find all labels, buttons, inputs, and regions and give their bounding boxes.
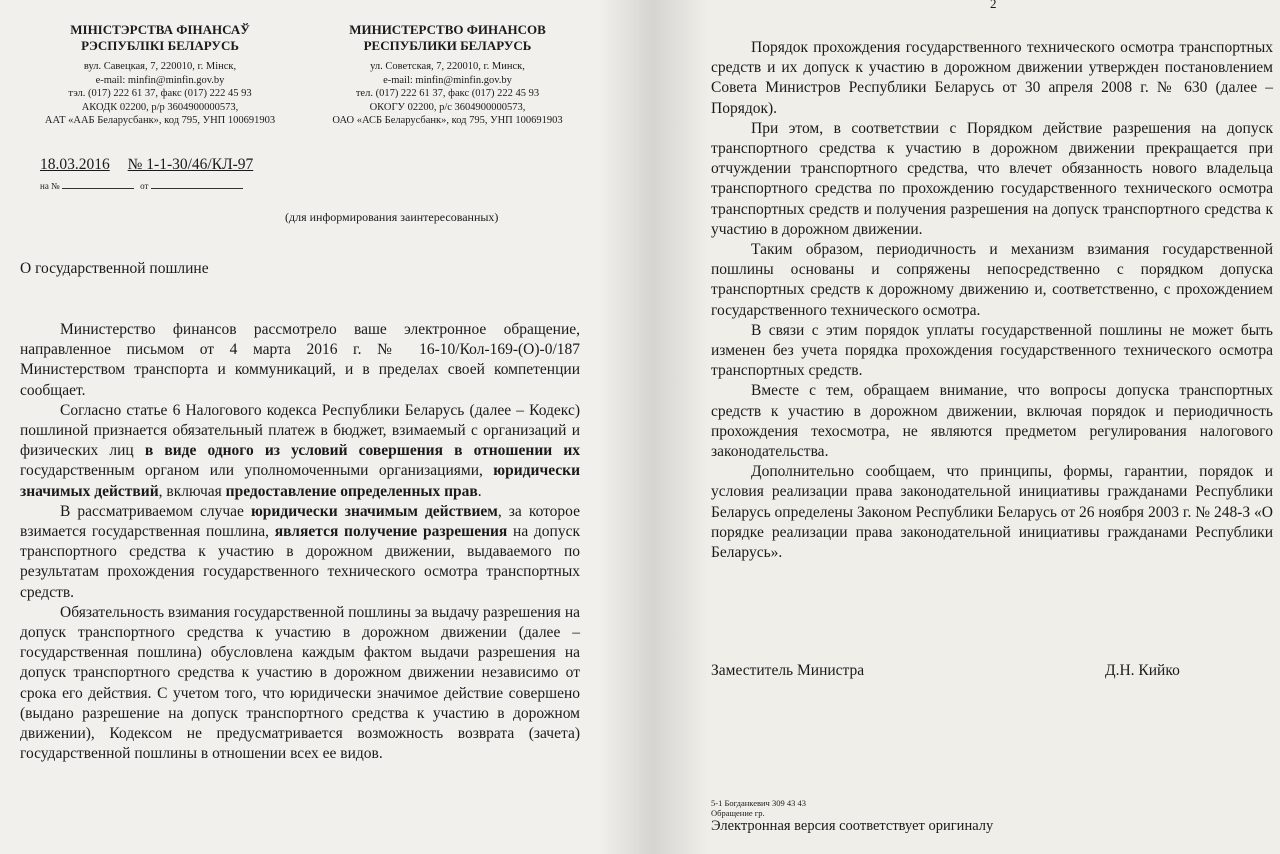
body-paragraph: Дополнительно сообщаем, что принципы, формы, гарантии, порядок и условия реализации права законодательной инициативы гражданами Республики Беларусь определены Законом Республики Беларусь от 26 ноября 2003 г. № 248-З «О порядке реализации права законодательной инициативы гражданами Республики Беларусь».	[711, 463, 1273, 562]
letterhead-ru-address: ул. Советская, 7, 220010, г. Минск,	[370, 61, 525, 72]
body-paragraph: Министерство финансов рассмотрело ваше электронное обращение, направленное письмом от 4 марта 2016 г. № 16-10/Кол-169-(О)-0/187 Министерством транспорта и коммуникаций, и в пределах своей компетенции сообщает.	[20, 321, 580, 399]
distribution-note: (для информирования заинтересованных)	[285, 210, 499, 224]
page-number: 2	[990, 0, 997, 11]
letterhead-by-code: АКОДК 02200, р/р 3604900000573,	[81, 101, 239, 113]
letter-date: 18.03.2016	[40, 156, 110, 173]
letterhead-ru-bank: ОАО «АСБ Беларусбанк», код 795, УНП 100691903	[332, 115, 563, 126]
letterhead-ru-email: e-mail: minfin@minfin.gov.by	[383, 74, 512, 86]
body-paragraph: Согласно статье 6 Налогового кодекса Республики Беларусь (далее – Кодекс) пошлиной признается обязательный платеж в бюджет, взимаемый с организаций и физических лиц в виде одного из условий совершения в отношении их государственным органом или уполномоченными организациями, юридически значимых действий, включая предоставление определенных прав.	[20, 401, 580, 500]
body-paragraph: Обязательность взимания государственной пошлины за выдачу разрешения на допуск транспортного средства к участию в дорожном движении (далее – государственная пошлина) обусловлена каждым фактом выдачи разрешения на допуск транспортного средства к участию в дорожном движении независимо от срока его действия. С учетом того, что юридически значимое действие совершено (выдано разрешение на допуск транспортного средства к участию в дорожном движении), Кодексом не предусматривается возможность возврата (зачета) государственной пошлины в отношении всех ее видов.	[20, 603, 580, 763]
letter-body-left	[20, 320, 580, 764]
body-paragraph: При этом, в соответствии с Порядком действие разрешения на допуск транспортного средства к участию в дорожном движении прекращается при отчуждении транспортного средства, что влечет обязанность нового владельца транспортного средства по прохождению государственного технического осмотра транспортных средств и получения разрешения на допуск транспортного средства к участию в дорожном движении.	[711, 119, 1273, 238]
letterhead-ru-code: ОКОГУ 02200, р/с 3604900000573,	[369, 101, 526, 113]
electronic-version-note: Электронная версия соответствует оригиналу	[711, 818, 994, 834]
letterhead-by	[20, 22, 300, 128]
letter-number: № 1-1-30/46/КЛ-97	[127, 156, 254, 173]
body-paragraph: Порядок прохождения государственного технического осмотра транспортных средств и их допуск к участию в дорожном движении утвержден постановлением Совета Министров Республики Беларусь от 30 апреля 2008 г. № 630 (далее – Порядок).	[711, 39, 1273, 117]
letterhead-by-org: МІНІСТЭРСТВА ФІНАНСАЎ РЭСПУБЛІКІ БЕЛАРУСЬ	[70, 22, 250, 53]
letterhead-ru-phone: тел. (017) 222 61 37, факс (017) 222 45 93	[355, 88, 540, 99]
signatory-name: Д.Н. Кийко	[1105, 662, 1180, 679]
letterhead-by-email: e-mail: minfin@minfin.gov.by	[95, 74, 225, 86]
body-paragraph: В рассматриваемом случае юридически значимым действием, за которое взимается государственная пошлина, является получение разрешения на допуск транспортного средства к участию в дорожном движении, выдаваемого по результатам прохождения государственного технического осмотра транспортных средств.	[20, 502, 581, 601]
reference-line: на № от	[40, 180, 243, 191]
registration-line	[40, 156, 253, 174]
letterhead-ru-org: МИНИСТЕРСТВО ФИНАНСОВ РЕСПУБЛИКИ БЕЛАРУСЬ	[349, 22, 546, 53]
letterhead-ru	[305, 22, 590, 128]
executor-note: 5-1 Богданкевич 309 43 43 Обращение гр.	[711, 798, 806, 818]
letter-body-right	[711, 38, 1273, 563]
signatory-position: Заместитель Министра	[711, 662, 865, 679]
letter-subject: О государственной пошлине	[20, 260, 209, 277]
body-paragraph: Вместе с тем, обращаем внимание, что вопросы допуска транспортных средств к участию в дорожном движении, включая порядок и периодичность прохождения техосмотра, не являются предметом регулирования налогового законодательства.	[711, 382, 1273, 461]
letterhead-by-phone: тэл. (017) 222 61 37, факс (017) 222 45 93	[68, 88, 252, 99]
body-paragraph: В связи с этим порядок уплаты государственной пошлины не может быть изменен без учета порядка прохождения государственного технического осмотра транспортных средств.	[711, 321, 1273, 380]
body-paragraph: Таким образом, периодичность и механизм взимания государственной пошлины основаны и сопряжены непосредственно с порядком допуска транспортных средств к дорожному движению и, соответственно, с прохождением государственного технического осмотра.	[711, 241, 1273, 319]
letterhead-by-address: вул. Савецкая, 7, 220010, г. Мінск,	[83, 61, 237, 72]
letterhead-by-bank: ААТ «ААБ Беларусбанк», код 795, УНП 100691903	[44, 115, 276, 126]
